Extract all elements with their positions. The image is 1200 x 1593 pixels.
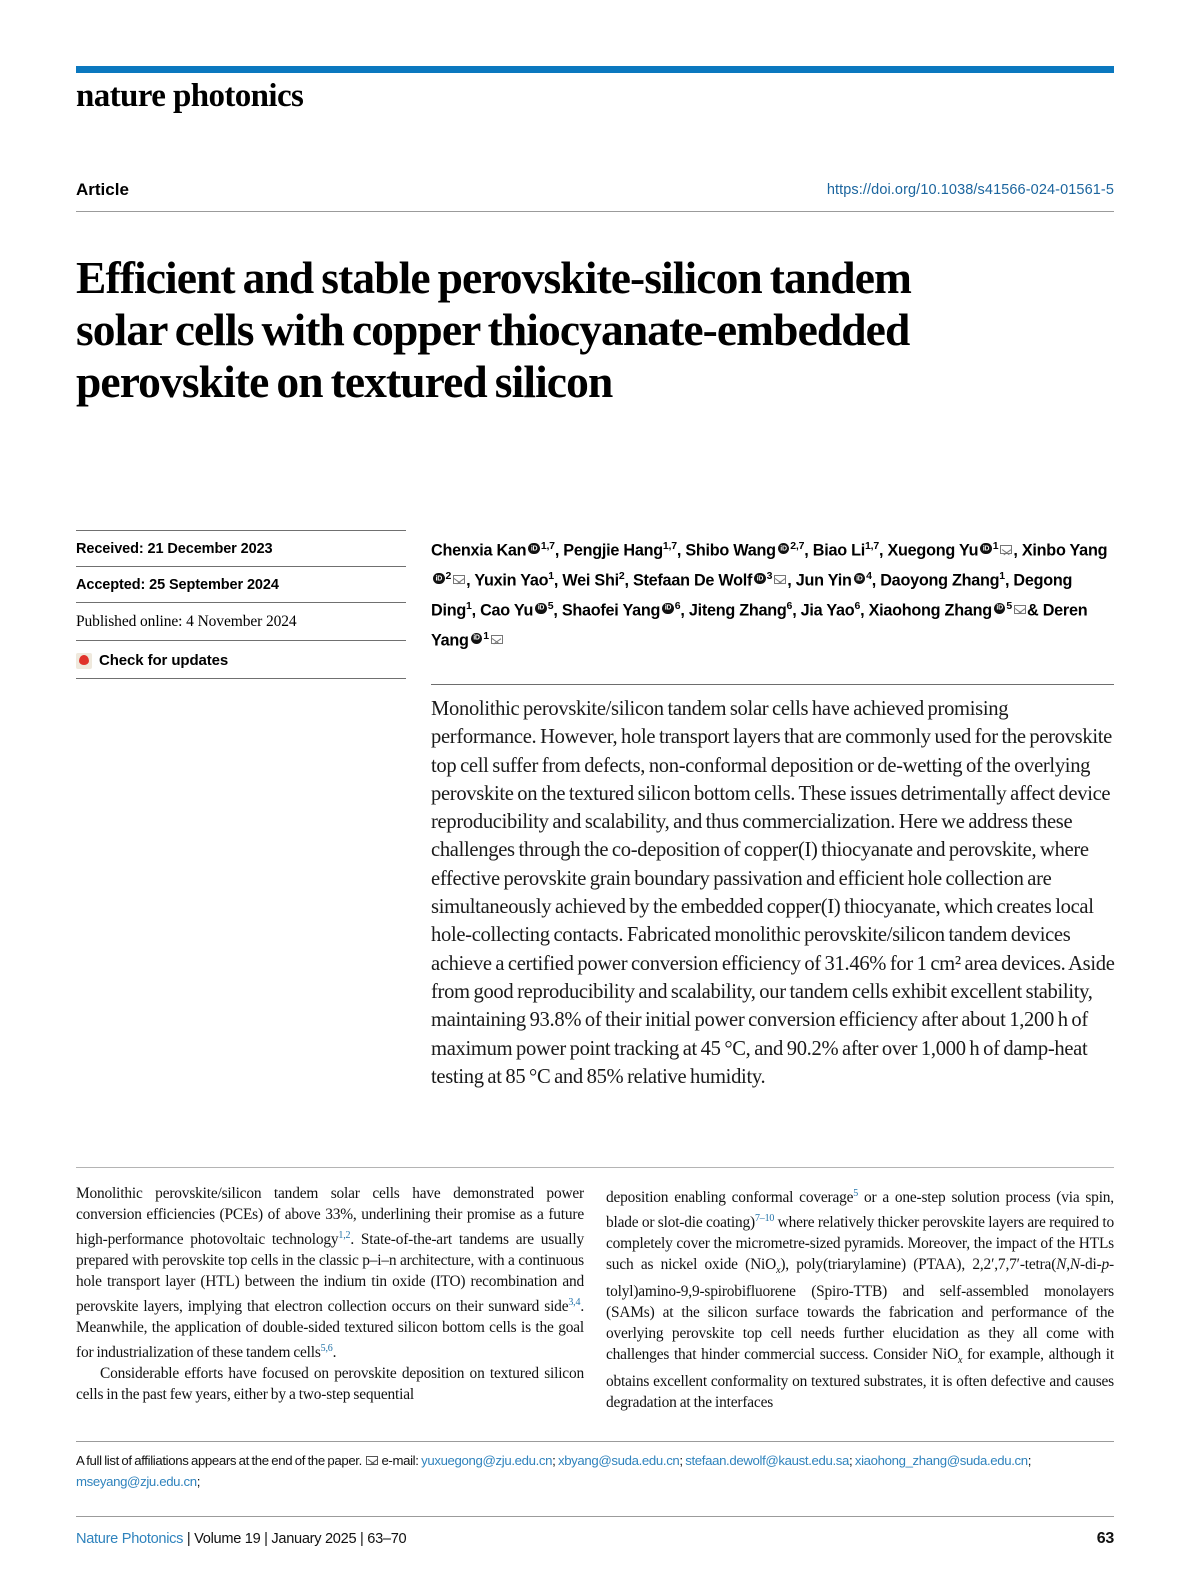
page-content <box>76 0 1114 1593</box>
envelope-icon[interactable] <box>1000 545 1012 554</box>
email-link[interactable]: mseyang@zju.edu.cn <box>76 1474 197 1489</box>
publication-dates-block <box>76 530 406 679</box>
accepted-date: Accepted: 25 September 2024 <box>76 577 279 593</box>
body-divider <box>76 1167 1114 1168</box>
check-for-updates-label: Check for updates <box>99 652 229 669</box>
orcid-icon[interactable] <box>528 543 540 555</box>
email-label: e-mail: <box>381 1453 419 1468</box>
footer-volume-info: | Volume 19 | January 2025 | 63–70 <box>183 1531 407 1547</box>
journal-masthead: nature photonics <box>76 78 304 114</box>
orcid-icon[interactable] <box>535 603 547 615</box>
doi-link[interactable]: https://doi.org/10.1038/s41566-024-01561-5 <box>826 182 1114 198</box>
orcid-icon[interactable] <box>754 573 766 585</box>
header-divider <box>76 211 1114 212</box>
received-date: Received: 21 December 2023 <box>76 541 273 557</box>
affiliations-note: A full list of affiliations appears at the end of the paper. <box>76 1453 362 1468</box>
orcid-icon[interactable] <box>778 543 790 555</box>
body-paragraph: Considerable efforts have focused on perovskite deposition on textured silicon cells in the past few years, either by a two-step sequential <box>76 1365 584 1404</box>
envelope-icon[interactable] <box>774 575 786 584</box>
check-for-updates-button[interactable] <box>76 641 406 678</box>
orcid-icon[interactable] <box>980 543 992 555</box>
check-for-updates-icon <box>76 653 92 669</box>
footer-citation <box>76 1531 406 1547</box>
orcid-icon[interactable] <box>433 573 445 585</box>
body-paragraph: deposition enabling conformal coverage$^5$ or a one-step solution process (via spin, blade or slot-die coating)$^{7-10}$ where relatively thicker perovskite layers are required to completely cover the micrometre-sized pyramids. Moreover, the impact of the HTLs such as nickel oxide (NiO$_x$), poly(triarylamine) (PTAA), 2,2′,7,7′-tetra(N,N-di-p-tolyl)amino-9,9-spirobifluorene (Spiro-TTB) and self-assembled monolayers (SAMs) at the silicon surface towards the fabrication and performance of the overlying perovskite top cell needs further elucidation as they all come with challenges that hinder commercial success. Consider NiO$_x$ for example, although it obtains excellent conformality on textured substrates, it is often defective and causes degradation at the interfaces <box>606 1188 1114 1412</box>
email-link[interactable]: xiaohong_zhang@suda.edu.cn <box>854 1453 1028 1468</box>
email-link[interactable]: xbyang@suda.edu.cn <box>557 1453 680 1468</box>
envelope-icon <box>366 1456 378 1465</box>
footer-divider <box>76 1516 1114 1517</box>
page-number: 63 <box>1096 1530 1114 1547</box>
body-column-right <box>606 1183 1114 1413</box>
email-link[interactable]: yuxuegong@zju.edu.cn <box>421 1453 553 1468</box>
article-header-row <box>76 180 1114 210</box>
footnote-divider <box>76 1441 1114 1442</box>
orcid-icon[interactable] <box>994 603 1006 615</box>
abstract-divider <box>431 684 1114 685</box>
abstract-text: Monolithic perovskite/silicon tandem solar cells have achieved promising performance. However, hole transport layers that are commonly used for the perovskite top cell suffer from defects, non-conformal deposition or de-wetting of the overlying perovskite on the textured silicon bottom cells. These issues detrimentally affect device reproducibility and scalability, and thus commercialization. Here we address these challenges through the co-deposition of copper(I) thiocyanate and perovskite, where effective perovskite grain boundary passivation and efficient hole collection are simultaneously achieved by the embedded copper(I) thiocyanate, which creates local hole-collecting contacts. Fabricated monolithic perovskite/silicon tandem devices achieve a certified power conversion efficiency of 31.46% for 1 cm² area devices. Aside from good reproducibility and scalability, our tandem cells exhibit excellent stability, maintaining 93.8% of their initial power conversion efficiency after about 1,200 h of maximum power point tracking at 45 °C, and 90.2% after over 1,000 h of damp-heat testing at 85 °C and 85% relative humidity. <box>431 698 1115 1088</box>
page-footer <box>76 1530 1114 1548</box>
envelope-icon[interactable] <box>491 635 503 644</box>
published-date: Published online: 4 November 2024 <box>76 613 297 630</box>
email-link[interactable]: stefaan.dewolf@kaust.edu.sa <box>685 1453 850 1468</box>
body-paragraph: Monolithic perovskite/silicon tandem solar cells have demonstrated power conversion efficiencies (PCEs) of above 33%, underlining their promise as a future high-performance photovoltaic technology$^{1,2}$. State-of-the-art tandems are usually prepared with perovskite top cells in the classic p–i–n architecture, with a continuous hole transport layer (HTL) between the indium tin oxide (ITO) recombination and perovskite layers, implying that electron collection occurs on their sunward side$^{3,4}$. Meanwhile, the application of double-sided textured silicon bottom cells is the goal for industrialization of these tandem cells$^{5,6}$. <box>76 1185 584 1362</box>
author-list: Chenxia Kan iD $^{1,7}$, Pengjie Hang$^{1,7}$, Shibo Wang iD $^{2,7}$, Biao Li$^{1,7}$, Xuegong Yu iD $^1$ , Xinbo YangiD$^2$ , Yuxin Yao$^1$, Wei Shi$^2$, Stefaan De Wolf iD $^3$ , Jun Yin iD $^4$, Daoyong Zhang$^1$, Degong Ding$^1$, Cao Yu iD $^5$, Shaofei Yang iD $^6$, Jiteng Zhang$^6$, Jia Yao$^6$, Xiaohong Zhang iD $^5$ & Deren Yang iD $^1$ <box>431 534 1114 654</box>
email-list[interactable]: yuxuegong@zju.edu.cn; xbyang@suda.edu.cn; stefaan.dewolf@kaust.edu.sa; xiaohong_zhang@suda.edu.cn; mseyang@zju.edu.cn; <box>76 1453 1032 1489</box>
envelope-icon[interactable] <box>1014 605 1026 614</box>
orcid-icon[interactable] <box>854 573 866 585</box>
meta-divider <box>76 678 406 679</box>
envelope-icon[interactable] <box>453 575 465 584</box>
body-column-left <box>76 1183 584 1405</box>
affiliations-footnote <box>76 1450 1114 1492</box>
orcid-icon[interactable] <box>471 633 483 645</box>
article-type-label: Article <box>76 180 129 199</box>
brand-accent-bar <box>76 66 1114 73</box>
footer-journal-name: Nature Photonics <box>76 1531 184 1547</box>
orcid-icon[interactable] <box>662 603 674 615</box>
page-title: Efficient and stable perovskite-silicon tandem solar cells with copper thiocyanate-embedded perovskite on textured silicon <box>76 252 912 408</box>
